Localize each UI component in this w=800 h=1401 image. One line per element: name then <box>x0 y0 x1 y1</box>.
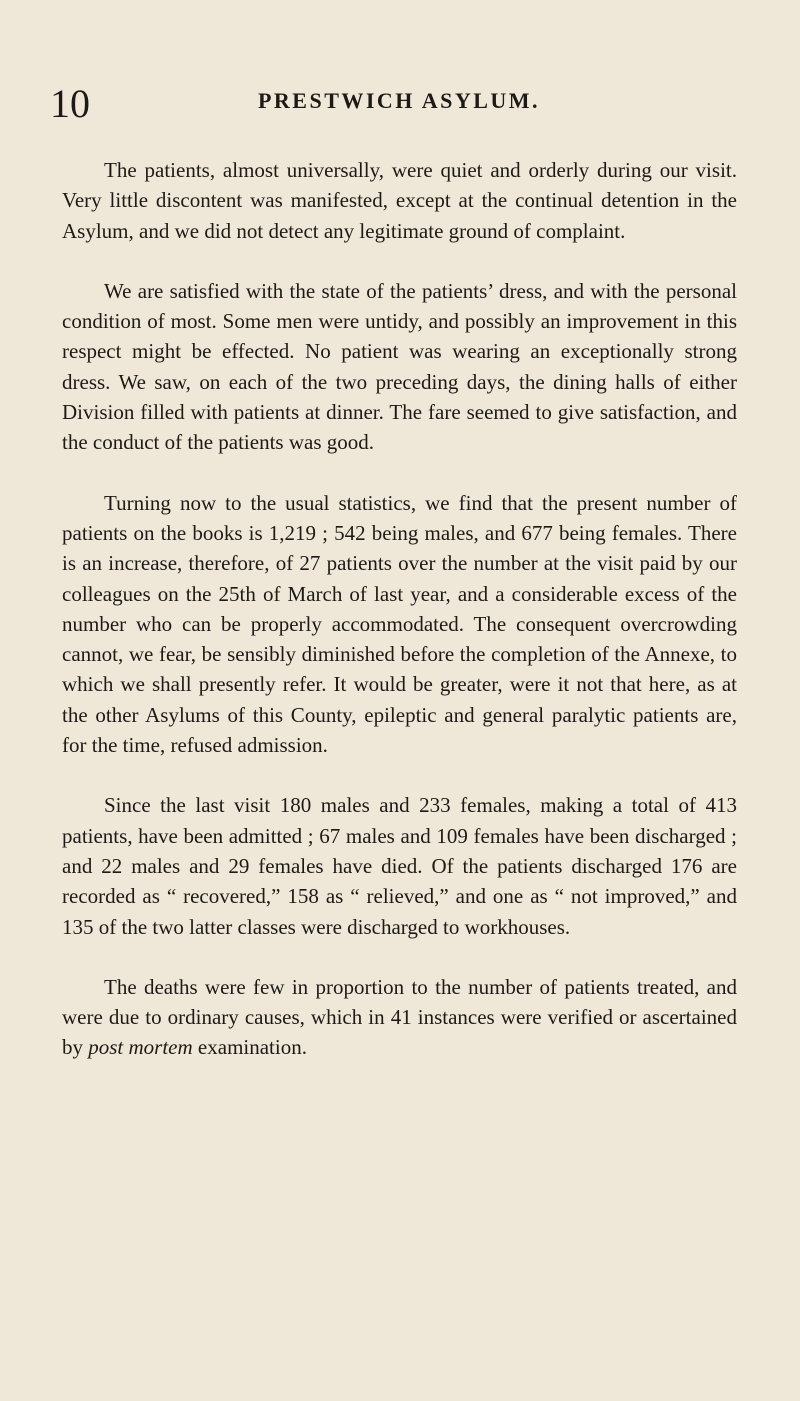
body-text <box>62 155 737 1063</box>
paragraph-admissions: Since the last visit 180 males and 233 females, making a total of 413 patients, have been admitted ; 67 males and 109 females have been discharged ; and 22 males and 29 females have died. Of the patients discharged 176 are recorded as “ recovered,” 158 as “ relieved,” and one as “ not improved,” and 135 of the two latter classes were discharged to workhouses. <box>62 793 737 939</box>
post-mortem-italic: post mortem <box>88 1035 193 1060</box>
paragraph-patients-conduct: The patients, almost universally, were quiet and orderly during our visit. Very little discontent was manifested, except at the continual detention in the Asylum, and we did not detect any legitimate ground of complaint. <box>62 158 737 243</box>
deaths-text: The deaths were few in proportion to the number of patients treated, and were due to ordinary causes, which in 41 instances were verified or ascertained by <box>62 974 737 1060</box>
paragraph-statistics: Turning now to the usual statistics, we find that the present number of patients on the books is 1,219 ; 542 being males, and 677 being females. There is an increase, therefore, of 27 patients over the number at the visit paid by our colleagues on the 25th of March of last year, and a considerable excess of the number who can be properly accommodated. The consequent overcrowding cannot, we fear, be sensibly diminished before the completion of the Annexe, to which we shall presently refer. It would be greater, were it not that here, as at the other Asylums of this County, epileptic and general paralytic patients are, for the time, refused admission. <box>62 490 737 758</box>
running-title: PRESTWICH ASYLUM. <box>257 88 541 113</box>
paragraph-deaths <box>62 972 737 1063</box>
deaths-text-end: examination. <box>192 1035 307 1060</box>
paragraph-patients-dress: We are satisfied with the state of the patients’ dress, and with the personal condition of most. Some men were untidy, and possibly an improvement in this respect might be effected. No patient was wearing an exceptionally strong dress. We saw, on each of the two preceding days, the dining halls of either Division filled with patients at dinner. The fare seemed to give satisfaction, and the conduct of the patients was good. <box>62 278 737 455</box>
page-header <box>50 82 728 126</box>
page-number: 10 <box>50 81 90 126</box>
